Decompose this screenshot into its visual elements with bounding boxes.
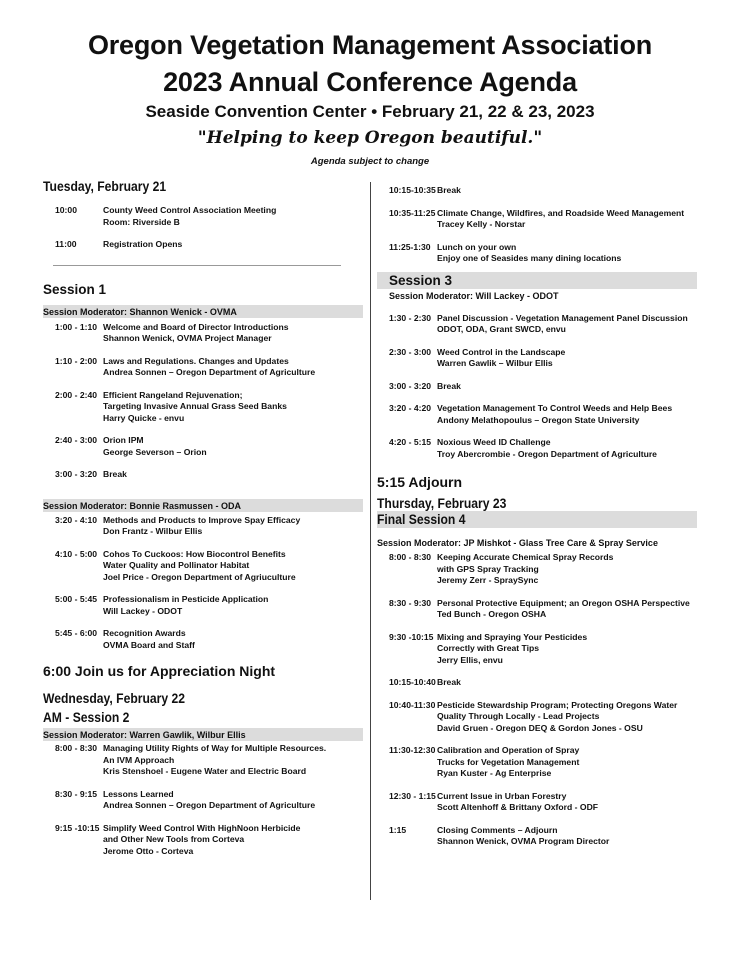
agenda-item: [377, 825, 697, 848]
agenda-item-line: County Weed Control Association Meeting: [103, 205, 277, 215]
adjourn-heading: 5:15 Adjourn: [377, 474, 463, 490]
agenda-item-time: 4:10 - 5:00: [55, 548, 98, 559]
agenda-item-time: 10:15-10:40: [389, 677, 436, 687]
agenda-item: [43, 239, 363, 251]
agenda-item-line: Ted Bunch - Oregon OSHA: [437, 609, 547, 619]
wednesday-heading: Wednesday, February 22: [43, 691, 186, 706]
agenda-item-line: Kris Stenshoel - Eugene Water and Electric Board: [103, 766, 307, 776]
agenda-item-line: Jerry Ellis, envu: [437, 654, 503, 665]
agenda-item: [43, 356, 363, 379]
agenda-item-time: 12:30 - 1:15: [389, 790, 436, 801]
agenda-item-line: Lessons Learned: [103, 788, 174, 799]
agenda-item: [377, 437, 697, 460]
agenda-item-line: with GPS Spray Tracking: [437, 563, 539, 574]
agenda-item-line: Tracey Kelly - Norstar: [437, 219, 526, 229]
agenda-item-time: 11:25-1:30: [389, 241, 431, 252]
agenda-item-time: 8:30 - 9:30: [389, 597, 432, 608]
agenda-item-line: Cohos To Cuckoos: How Biocontrol Benefits: [103, 548, 286, 559]
agenda-item-line: Scott Altenhoff & Brittany Oxford - ODF: [437, 802, 599, 812]
agenda-item-line: Personal Protective Equipment; an Oregon OSHA Perspective: [437, 597, 690, 608]
wednesday-continued-items: [377, 185, 697, 265]
agenda-note: Agenda subject to change: [310, 156, 430, 167]
agenda-item-line: Andony Melathopoulus – Oregon State University: [437, 414, 640, 425]
agenda-item-line: Warren Gawlik – Wilbur Ellis: [437, 358, 553, 368]
agenda-item-time: 8:00 - 8:30: [55, 743, 98, 753]
agenda-item-time: 10:35-11:25: [389, 207, 436, 218]
agenda-item-line: Laws and Regulations. Changes and Updates: [103, 355, 289, 366]
left-column: [43, 176, 363, 857]
agenda-item: [377, 552, 697, 587]
agenda-item-body: [437, 208, 684, 231]
agenda-item-time: 2:30 - 3:00: [389, 346, 432, 357]
agenda-item-line: Troy Abercrombie - Oregon Department of Agriculture: [437, 448, 657, 459]
agenda-item-time: 3:20 - 4:20: [389, 403, 432, 413]
agenda-item-body: [103, 205, 276, 228]
session-3-moderator: Session Moderator: Will Lackey - ODOT: [389, 290, 559, 301]
agenda-item: [377, 632, 697, 667]
agenda-item-line: Weed Control in the Landscape: [437, 346, 566, 357]
agenda-item-time: 11:00: [55, 239, 77, 249]
agenda-item-body: [437, 381, 461, 393]
agenda-item-body: [103, 322, 289, 345]
agenda-item-body: [437, 745, 579, 780]
thursday-heading: Thursday, February 23: [377, 496, 507, 511]
agenda-item-body: [103, 594, 268, 617]
agenda-item-time: 1:15: [389, 824, 407, 835]
session-1b-moderator: Session Moderator: Bonnie Rasmussen - ODA: [43, 499, 363, 512]
agenda-item-line: OVMA Board and Staff: [103, 639, 195, 650]
agenda-item-body: [437, 347, 565, 370]
agenda-item-line: Ryan Kuster - Ag Enterprise: [437, 768, 552, 778]
agenda-item-line: Welcome and Board of Director Introductions: [103, 321, 289, 332]
agenda-item-line: Registration Opens: [103, 239, 183, 249]
agenda-title: 2023 Annual Conference Agenda: [163, 67, 577, 97]
venue-dates: Seaside Convention Center • February 21, 22 & 23, 2023: [145, 102, 595, 121]
agenda-item-body: [437, 598, 690, 621]
org-title: Oregon Vegetation Management Association: [87, 30, 653, 60]
agenda-item: [43, 549, 363, 584]
agenda-item-line: Climate Change, Wildfires, and Roadside Weed Management: [437, 207, 685, 218]
agenda-item: [43, 823, 363, 858]
agenda-item-line: Keeping Accurate Chemical Spray Records: [437, 552, 614, 562]
agenda-item-body: [437, 313, 688, 336]
agenda-item-line: Joel Price - Oregon Department of Agriuculture: [103, 571, 296, 582]
agenda-item: [43, 205, 363, 228]
agenda-item: [43, 469, 363, 481]
agenda-item-line: Closing Comments – Adjourn: [437, 824, 558, 835]
session-1-items: [43, 322, 363, 481]
agenda-item: [377, 242, 697, 265]
agenda-item-line: George Severson – Orion: [103, 446, 207, 457]
agenda-item: [377, 745, 697, 780]
session-4-moderator: Session Moderator: JP Mishkot - Glass Tree Care & Spray Service: [377, 538, 658, 548]
agenda-item-line: Noxious Weed ID Challenge: [437, 437, 551, 447]
session-1-heading: Session 1: [43, 281, 107, 297]
agenda-item-body: [103, 435, 207, 458]
agenda-item-line: Andrea Sonnen – Oregon Department of Agriculture: [103, 800, 316, 810]
agenda-item-line: Recognition Awards: [103, 628, 186, 638]
agenda-item-line: Break: [437, 185, 461, 195]
agenda-item-body: [437, 552, 613, 587]
agenda-item-line: Water Quality and Pollinator Habitat: [103, 560, 250, 570]
agenda-item-line: Simplify Weed Control With HighNoon Herbicide: [103, 822, 301, 833]
agenda-item-time: 8:00 - 8:30: [389, 552, 432, 562]
agenda-item-time: 5:00 - 5:45: [55, 594, 98, 604]
agenda-item: [377, 677, 697, 689]
agenda-item-line: Calibration and Operation of Spray: [437, 745, 580, 755]
agenda-item-line: Correctly with Great Tips: [437, 643, 540, 653]
agenda-item-body: [437, 185, 461, 197]
agenda-item-line: ODOT, ODA, Grant SWCD, envu: [437, 324, 566, 334]
session-4-heading: Final Session 4: [377, 511, 697, 528]
session-1-moderator: Session Moderator: Shannon Wenick - OVMA: [43, 305, 363, 318]
agenda-item-body: [437, 242, 621, 265]
agenda-item-line: Shannon Wenick, OVMA Project Manager: [103, 333, 272, 343]
agenda-item-line: Vegetation Management To Control Weeds and Help Bees: [437, 403, 673, 413]
agenda-item: [377, 347, 697, 370]
agenda-item-time: 5:45 - 6:00: [55, 628, 98, 638]
agenda-item: [377, 700, 697, 735]
agenda-item-line: Break: [103, 469, 127, 479]
agenda-item-body: [103, 515, 300, 538]
agenda-item-body: [103, 469, 127, 481]
agenda-item-body: [437, 825, 609, 848]
agenda-item-time: 2:00 - 2:40: [55, 389, 98, 400]
agenda-item-time: 10:15-10:35: [389, 185, 436, 195]
column-divider: [370, 182, 371, 900]
agenda-item: [43, 322, 363, 345]
agenda-item-line: Methods and Products to Improve Spay Efficacy: [103, 514, 301, 525]
agenda-item-line: Room: Riverside B: [103, 216, 180, 227]
tuesday-items: [43, 205, 363, 251]
session-2-moderator: Session Moderator: Warren Gawlik, Wilbur Ellis: [43, 728, 363, 741]
agenda-item-line: Efficient Rangeland Rejuvenation;: [103, 389, 243, 400]
agenda-item-body: [103, 390, 287, 425]
agenda-item-body: [437, 791, 598, 814]
agenda-item-line: Break: [437, 677, 461, 687]
session-1b-items: [43, 515, 363, 652]
agenda-item-body: [437, 403, 672, 426]
agenda-item-body: [103, 743, 326, 778]
agenda-item-line: David Gruen - Oregon DEQ & Gordon Jones - OSU: [437, 722, 643, 733]
agenda-item-body: [437, 677, 461, 689]
agenda-item: [43, 515, 363, 538]
agenda-item-body: [437, 700, 677, 735]
agenda-item-line: Andrea Sonnen – Oregon Department of Agriculture: [103, 367, 316, 377]
agenda-item-time: 3:00 - 3:20: [55, 469, 98, 479]
agenda-item: [377, 381, 697, 393]
agenda-item-body: [103, 356, 315, 379]
tuesday-heading: Tuesday, February 21: [43, 179, 167, 194]
agenda-item-time: 8:30 - 9:15: [55, 788, 98, 799]
agenda-item-time: 11:30-12:30: [389, 745, 436, 755]
session-3-heading: Session 3: [377, 272, 697, 289]
agenda-item-time: 2:40 - 3:00: [55, 435, 98, 445]
agenda-item-time: 10:00: [55, 205, 77, 215]
agenda-item-body: [103, 823, 300, 858]
agenda-item: [377, 598, 697, 621]
agenda-item-line: and Other New Tools from Corteva: [103, 834, 245, 844]
agenda-item-line: Mixing and Spraying Your Pesticides: [437, 631, 588, 642]
agenda-item-line: Pesticide Stewardship Program; Protecting Oregons Water: [437, 699, 678, 710]
tagline: "Helping to keep Oregon beautiful.": [197, 128, 543, 148]
agenda-item-body: [437, 632, 587, 667]
agenda-item: [43, 789, 363, 812]
agenda-item: [377, 185, 697, 197]
agenda-item-line: Trucks for Vegetation Management: [437, 756, 580, 767]
agenda-item: [43, 628, 363, 651]
right-column: [377, 176, 697, 848]
agenda-item-time: 3:20 - 4:10: [55, 514, 98, 525]
agenda-item-line: An IVM Approach: [103, 754, 175, 765]
agenda-item-line: Jeremy Zerr - SpraySync: [437, 575, 539, 585]
agenda-item-time: 10:40-11:30: [389, 699, 436, 710]
agenda-item-body: [437, 437, 657, 460]
agenda-item: [377, 791, 697, 814]
agenda-item-body: [103, 628, 195, 651]
agenda-item-line: Harry Quicke - envu: [103, 412, 185, 423]
agenda-item: [377, 208, 697, 231]
section-rule: [53, 265, 341, 266]
agenda-item-time: 3:00 - 3:20: [389, 380, 432, 391]
agenda-item: [43, 743, 363, 778]
agenda-item-line: Targeting Invasive Annual Grass Seed Banks: [103, 401, 287, 411]
session-2-items: [43, 743, 363, 857]
agenda-item: [43, 594, 363, 617]
session-2-heading: AM - Session 2: [43, 710, 130, 725]
agenda-item-time: 1:00 - 1:10: [55, 321, 98, 332]
agenda-item: [377, 403, 697, 426]
agenda-item-time: 9:15 -10:15: [55, 822, 100, 833]
agenda-item-line: Shannon Wenick, OVMA Program Director: [437, 836, 610, 846]
session-3-items: [377, 313, 697, 461]
agenda-item-line: Jerome Otto - Corteva: [103, 845, 194, 856]
agenda-item-time: 9:30 -10:15: [389, 631, 434, 642]
agenda-item: [43, 390, 363, 425]
session-4-items: [377, 552, 697, 848]
agenda-item-line: Orion IPM: [103, 435, 144, 445]
agenda-item-line: Lunch on your own: [437, 241, 517, 252]
agenda-item-line: Enjoy one of Seasides many dining locations: [437, 253, 622, 263]
agenda-item-body: [103, 239, 182, 251]
agenda-item-line: Will Lackey - ODOT: [103, 605, 183, 616]
agenda-item-line: Panel Discussion - Vegetation Management Panel Discussion: [437, 312, 688, 323]
appreciation-night: 6:00 Join us for Appreciation Night: [43, 663, 276, 679]
agenda-item-line: Don Frantz - Wilbur Ellis: [103, 526, 203, 536]
agenda-item-time: 4:20 - 5:15: [389, 437, 432, 447]
agenda-item-line: Professionalism in Pesticide Application: [103, 594, 269, 604]
agenda-item-line: Quality Through Locally - Lead Projects: [437, 711, 600, 721]
agenda-item-line: Break: [437, 380, 461, 391]
agenda-item: [43, 435, 363, 458]
agenda-item: [377, 313, 697, 336]
agenda-item-time: 1:30 - 2:30: [389, 312, 432, 323]
agenda-item-line: Managing Utility Rights of Way for Multiple Resources.: [103, 743, 327, 753]
agenda-item-line: Current Issue in Urban Forestry: [437, 790, 567, 801]
agenda-item-body: [103, 789, 315, 812]
agenda-item-time: 1:10 - 2:00: [55, 355, 98, 366]
agenda-item-body: [103, 549, 296, 584]
